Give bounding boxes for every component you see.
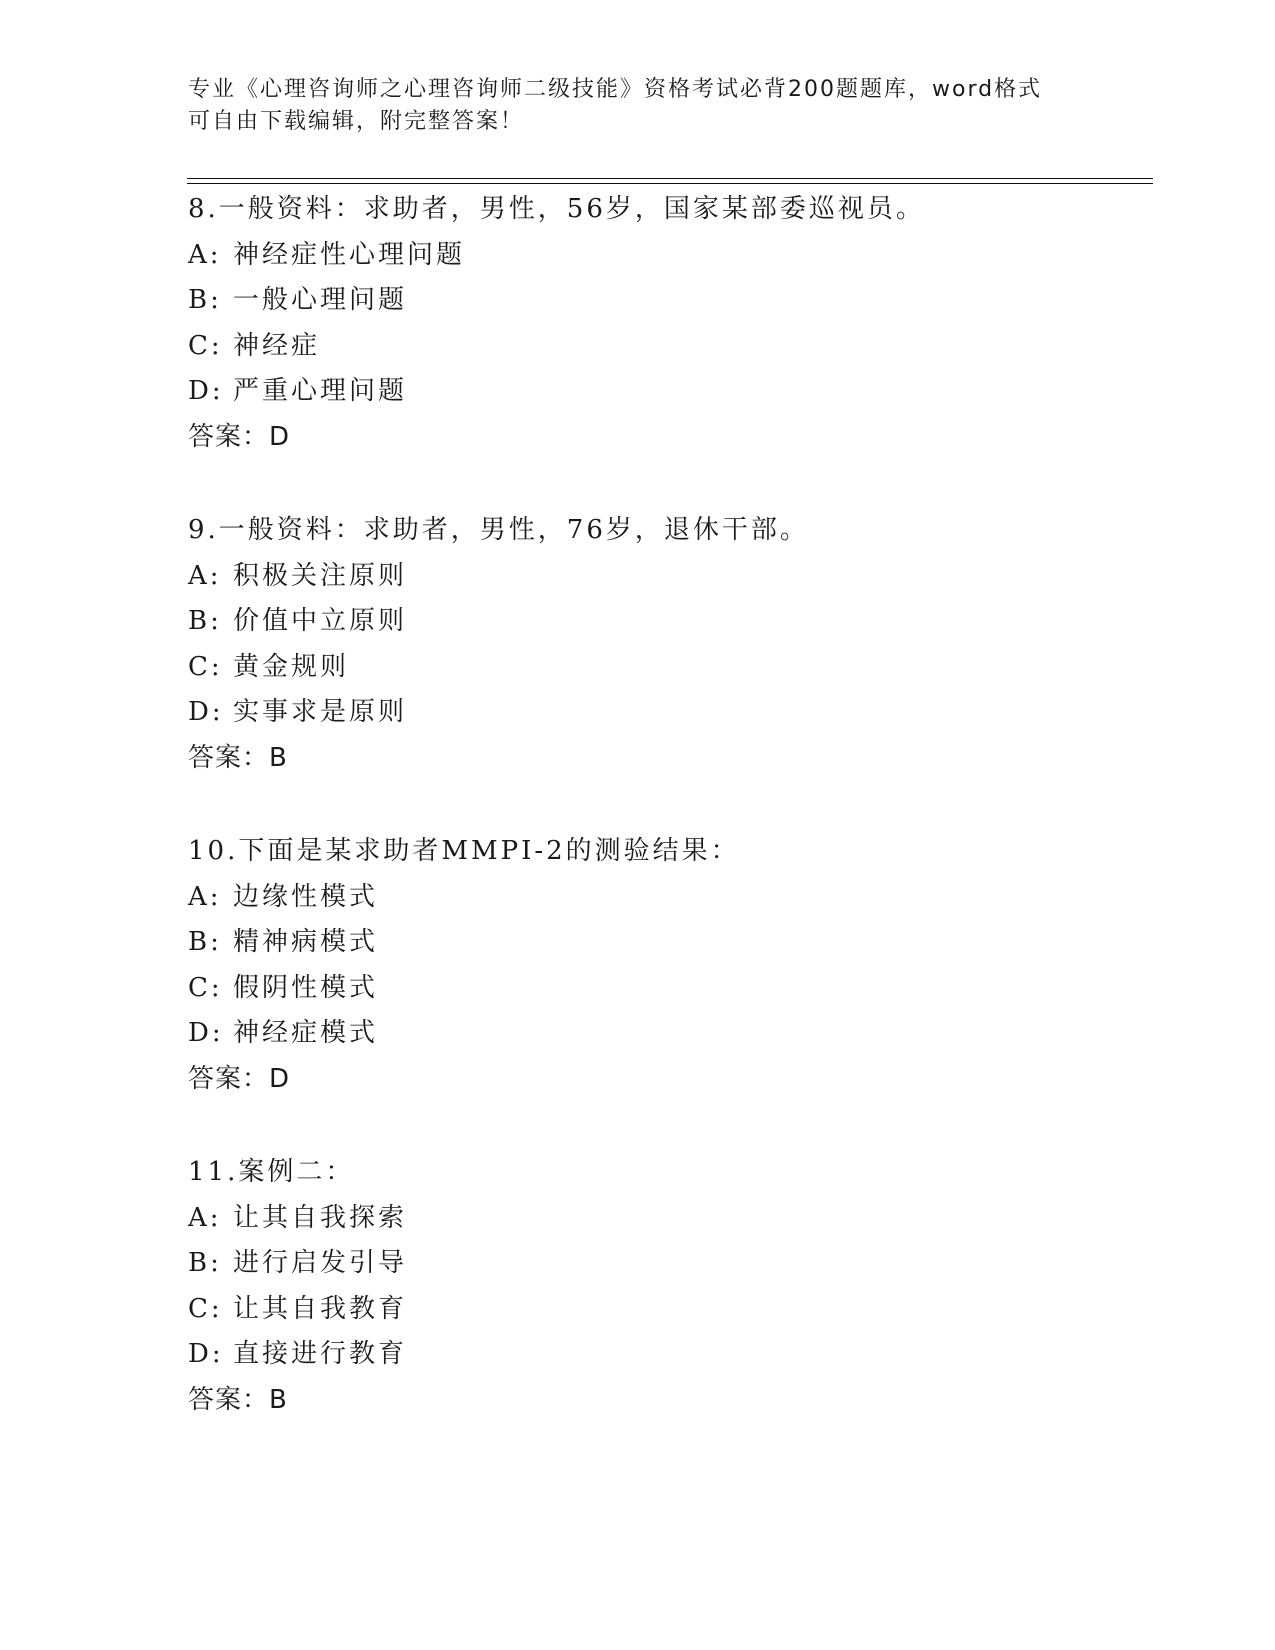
option-letter: D: [188,1339,224,1369]
option-d [188,369,1148,415]
question-9 [188,508,1148,781]
header-divider-bottom [187,183,1153,184]
option-letter: A: [188,1202,222,1233]
option-letter: B: [188,1248,222,1278]
option-text: 黄金规则 [233,651,350,682]
option-letter: B: [188,606,222,636]
option-letter: B: [188,927,222,957]
option-text: 神经症模式 [233,1018,379,1048]
option-letter: A: [188,560,222,591]
option-letter: D: [188,697,224,727]
option-b [188,920,1148,966]
answer-line: 答案：D [188,421,291,452]
option-text: 神经症 [233,330,321,361]
option-text: 价值中立原则 [233,606,408,636]
option-c [188,966,1148,1012]
option-d [188,690,1148,736]
option-letter: D: [188,376,224,406]
option-c [188,1287,1148,1333]
answer-line: 答案：B [188,1384,288,1415]
answer-line: 答案：D [188,1063,291,1094]
option-letter: C: [188,1293,223,1324]
option-a [188,1196,1148,1242]
option-letter: C: [188,651,223,682]
option-a [188,554,1148,600]
option-text: 直接进行教育 [233,1339,408,1369]
option-text: 一般心理问题 [233,285,408,315]
header-divider-top [187,178,1153,179]
document-header [188,74,1088,138]
option-text: 假阴性模式 [233,972,379,1003]
option-b [188,278,1148,324]
question-8 [188,187,1148,460]
question-text: 9.一般资料：求助者，男性，76岁，退休干部。 [188,515,809,545]
option-a [188,233,1148,279]
question-list [188,187,1148,1471]
option-d [188,1011,1148,1057]
option-b [188,599,1148,645]
option-text: 严重心理问题 [233,376,408,406]
header-line-2: 可自由下载编辑，附完整答案！ [188,109,525,134]
option-letter: A: [188,881,222,912]
option-text: 实事求是原则 [233,697,408,727]
option-text: 让其自我教育 [233,1293,408,1324]
header-line-1: 专业《心理咨询师之心理咨询师二级技能》资格考试必背200题题库，word格式 [188,77,1043,102]
option-text: 精神病模式 [233,927,379,957]
option-letter: B: [188,285,222,315]
option-c [188,324,1148,370]
option-b [188,1241,1148,1287]
option-a [188,875,1148,921]
question-text: 10.下面是某求助者MMPI-2的测验结果： [188,836,740,866]
answer-line: 答案：B [188,742,288,773]
option-letter: D: [188,1018,224,1048]
option-letter: C: [188,330,223,361]
option-text: 边缘性模式 [233,881,379,912]
question-text: 11.案例二： [188,1157,355,1187]
option-letter: A: [188,239,222,270]
option-text: 进行启发引导 [233,1248,408,1278]
option-text: 积极关注原则 [233,560,408,591]
option-letter: C: [188,972,223,1003]
option-c [188,645,1148,691]
question-11 [188,1150,1148,1423]
question-10 [188,829,1148,1102]
option-text: 神经症性心理问题 [233,239,466,270]
option-d [188,1332,1148,1378]
question-text: 8.一般资料：求助者，男性，56岁，国家某部委巡视员。 [188,194,925,224]
option-text: 让其自我探索 [233,1202,408,1233]
